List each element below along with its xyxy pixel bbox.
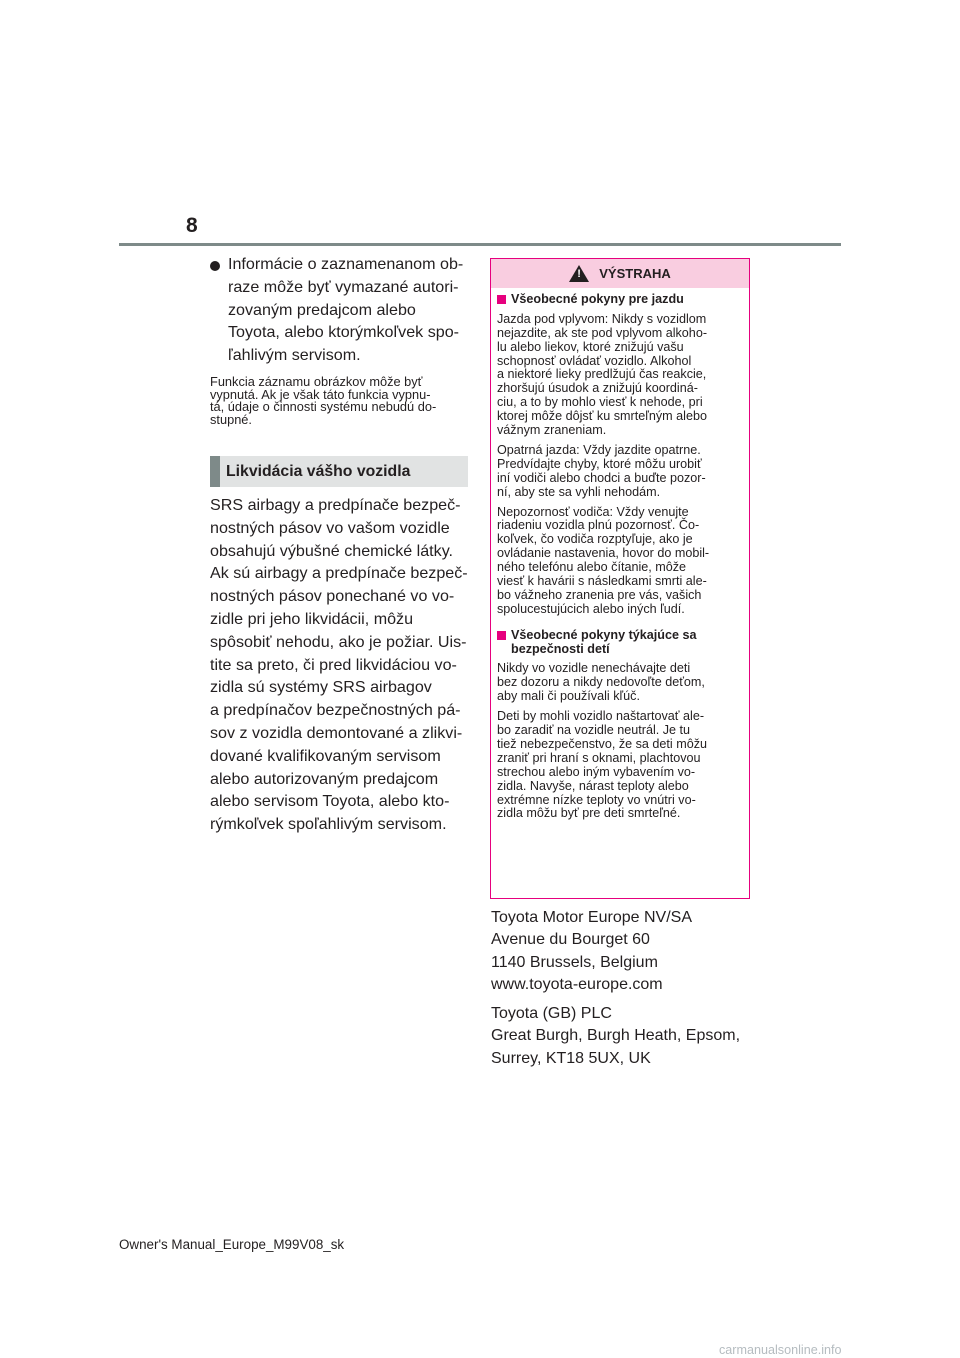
header-rule xyxy=(119,243,841,246)
left-column xyxy=(210,253,470,426)
warning-paragraph xyxy=(497,444,743,500)
body-line: nostných pásov ponechané vo vo- xyxy=(210,587,455,606)
body-line: dované kvalifikovaným servisom xyxy=(210,746,441,765)
body-line: sov z vozidla demontované a zlikvi- xyxy=(210,723,463,742)
para-line: zhoršujú úsudok a znižujú koordiná- xyxy=(497,381,698,396)
warning-paragraph xyxy=(497,710,743,821)
para-line: Nikdy vo vozidle nenechávajte deti xyxy=(497,661,691,676)
warning-header xyxy=(491,259,749,288)
warning-paragraph xyxy=(497,313,743,438)
warning-subheading xyxy=(497,293,743,307)
warning-body xyxy=(491,288,749,821)
section-heading: Likvidácia vášho vozidla xyxy=(210,456,468,487)
warning-paragraph xyxy=(497,506,743,617)
para-line: a niektoré lieky predlžujú čas reakcie, xyxy=(497,367,707,382)
bullet-line: zovaným predajcom alebo xyxy=(228,300,416,319)
para-line: Deti by mohli vozidlo naštartovať ale- xyxy=(497,709,705,724)
body-line: nostných pásov vo vašom vozidle xyxy=(210,518,450,537)
body-line: alebo servisom Toyota, alebo kto- xyxy=(210,792,450,811)
warning-triangle-icon: ! xyxy=(569,265,589,282)
note-line: vypnutá. Ak je však táto funkcia vypnu- xyxy=(210,386,431,402)
body-line: zidle pri jeho likvidácii, môžu xyxy=(210,609,414,628)
para-line: koľvek, čo vodiča rozptyľuje, ako je xyxy=(497,532,693,547)
para-line: spolucestujúcich alebo iných ľudí. xyxy=(497,601,685,616)
address-block xyxy=(491,907,781,1070)
disposal-paragraph xyxy=(210,494,480,836)
para-line: extrémne nízke teploty vo vnútri vo- xyxy=(497,792,696,807)
address-gb xyxy=(491,1003,781,1070)
bullet-dot-icon xyxy=(210,261,220,271)
body-line: rýmkoľvek spoľahlivým servisom. xyxy=(210,815,447,834)
para-line: Jazda pod vplyvom: Nikdy s vozidlom xyxy=(497,311,707,326)
para-line: bo zaradiť na vozidle neutrál. Je tu xyxy=(497,723,691,738)
bullet-line: raze môže byť vymazané autori- xyxy=(228,277,459,296)
bullet-text xyxy=(228,253,463,367)
address-europe xyxy=(491,907,781,996)
square-bullet-icon xyxy=(497,631,506,640)
para-line: Opatrná jazda: Vždy jazdite opatrne. xyxy=(497,442,701,457)
body-line: zidla sú systémy SRS airbagov xyxy=(210,678,432,697)
page-footer: Owner's Manual_Europe_M99V08_sk xyxy=(119,1237,345,1252)
warning-paragraph xyxy=(497,662,743,704)
para-line: zraniť pri hraní s oknami, plachtovou xyxy=(497,750,701,765)
para-line: aby mali či používali kľúč. xyxy=(497,689,640,704)
para-line: schopnosť ovládať vozidlo. Alkohol xyxy=(497,353,692,368)
body-line: spôsobiť nehodu, ako je požiar. Uis- xyxy=(210,632,467,651)
para-line: zidla. Navyše, nárast teploty alebo xyxy=(497,778,689,793)
address-line: www.toyota-europe.com xyxy=(491,975,663,993)
address-line: Toyota Motor Europe NV/SA xyxy=(491,909,692,926)
note-line: stupné. xyxy=(210,411,252,427)
address-line: Toyota (GB) PLC xyxy=(491,1005,612,1023)
para-line: viesť k havárii s následkami smrti ale- xyxy=(497,574,707,589)
info-note xyxy=(210,373,470,427)
note-line: Funkcia záznamu obrázkov môže byť xyxy=(210,373,423,389)
para-line: lu alebo liekov, ktoré znižujú vašu xyxy=(497,339,684,354)
para-line: iní vodiči alebo chodci a buďte pozor- xyxy=(497,470,706,485)
para-line: strechou alebo iným vybavením vo- xyxy=(497,764,696,779)
subheading-line: Všeobecné pokyny týkajúce sa xyxy=(511,627,697,642)
bullet-item xyxy=(210,253,470,367)
address-line: Great Burgh, Burgh Heath, Epsom, xyxy=(491,1027,741,1045)
address-line: Surrey, KT18 5UX, UK xyxy=(491,1049,651,1067)
para-line: bo vážneho zranenia pre vás, vašich xyxy=(497,588,702,603)
para-line: zidla môžu byť pre deti smrteľné. xyxy=(497,806,681,821)
address-line: 1140 Brussels, Belgium xyxy=(491,953,658,971)
body-line: obsahujú výbušné chemické látky. xyxy=(210,541,454,560)
para-line: ného telefónu alebo čítanie, môže xyxy=(497,560,687,575)
body-line: SRS airbagy a predpínače bezpeč- xyxy=(210,496,461,514)
para-line: Predvídajte chyby, ktoré môžu urobiť xyxy=(497,456,702,471)
body-line: tite sa preto, či pred likvidáciou vo- xyxy=(210,655,457,674)
square-bullet-icon xyxy=(497,295,506,304)
para-line: ní, aby ste sa vyhli nehodám. xyxy=(497,484,661,499)
para-line: ciu, a to by mohlo viesť k nehode, pri xyxy=(497,395,703,410)
warning-subheading xyxy=(497,629,743,657)
body-line: a predpínačov bezpečnostných pá- xyxy=(210,701,461,720)
subheading-line: bezpečnosti detí xyxy=(511,641,610,656)
para-line: vážnym zraneniam. xyxy=(497,423,607,438)
para-line: bez dozoru a nikdy nedovoľte deťom, xyxy=(497,675,705,690)
para-line: nejazdite, ak ste pod vplyvom alkoho- xyxy=(497,325,708,340)
body-line: Ak sú airbagy a predpínače bezpeč- xyxy=(210,564,468,583)
subheading-line: Všeobecné pokyny pre jazdu xyxy=(511,292,684,306)
para-line: ktorej môže dôjsť ku smrteľným alebo xyxy=(497,409,707,424)
page-number: 8 xyxy=(186,214,198,237)
bullet-line: ľahlivým servisom. xyxy=(228,346,361,365)
bullet-line: Informácie o zaznamenanom ob- xyxy=(228,255,464,273)
note-line: tá, údaje o činnosti systému nebudú do- xyxy=(210,399,437,415)
para-line: tiež nebezpečenstvo, že sa deti môžu xyxy=(497,736,708,751)
para-line: riadeniu vozidla plnú pozornosť. Čo- xyxy=(497,518,700,533)
bullet-line: Toyota, alebo ktorýmkoľvek spo- xyxy=(228,323,460,342)
para-line: ovládanie nastavenia, hovor do mobil- xyxy=(497,546,710,561)
para-line: Nepozornosť vodiča: Vždy venujte xyxy=(497,504,689,519)
warning-title: VÝSTRAHA xyxy=(599,266,671,281)
warning-box xyxy=(490,258,750,899)
body-line: alebo autorizovaným predajcom xyxy=(210,769,439,788)
watermark: carmanualsonline.info xyxy=(719,1343,842,1357)
address-line: Avenue du Bourget 60 xyxy=(491,931,650,949)
